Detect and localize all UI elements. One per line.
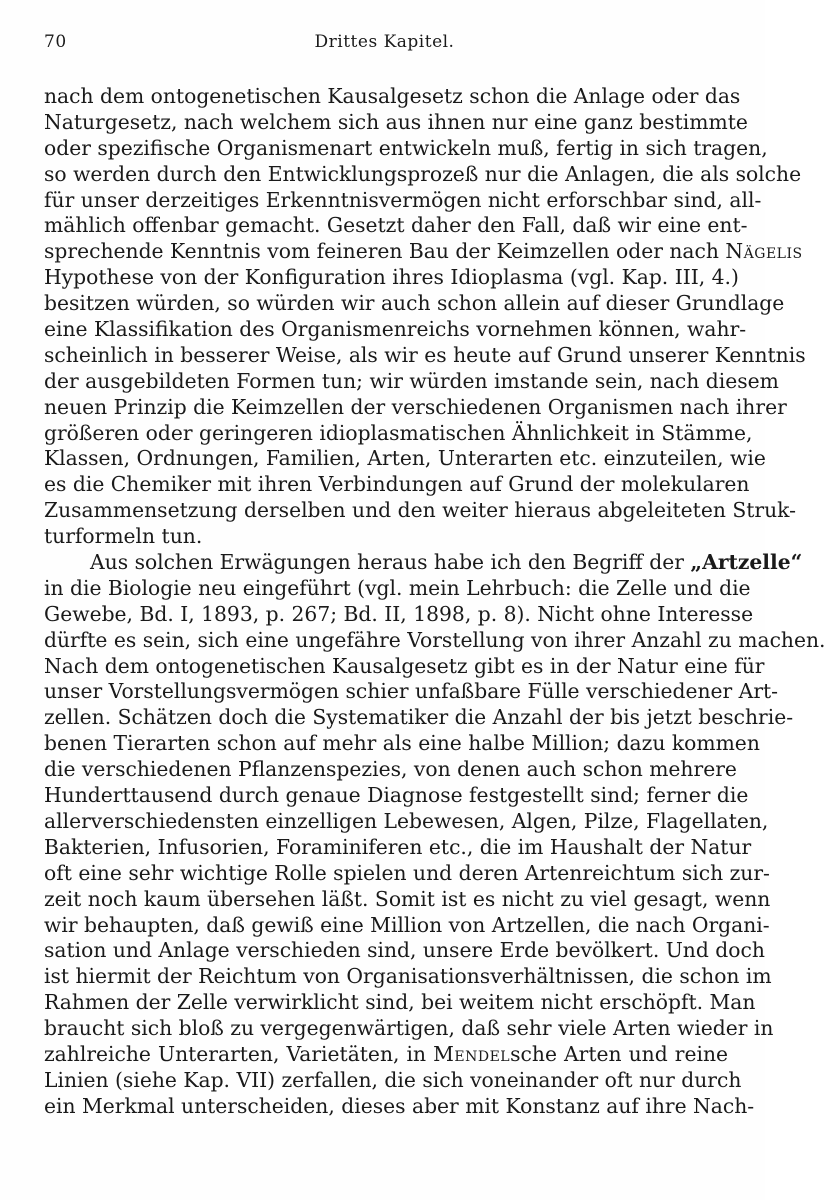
text-line: oft eine sehr wichtige Rolle spielen und deren Artenreichtum sich zur- [44,860,770,885]
text-line: scheinlich in besserer Weise, als wir es heute auf Grund unserer Kenntnis [44,342,806,367]
text-line: unser Vorstellungsvermögen schier unfaßbare Fülle verschiedener Art- [44,679,779,704]
text-line: zeit noch kaum übersehen läßt. Somit ist es nicht zu viel gesagt, wenn [44,886,771,911]
text-line: ein Merkmal unterscheiden, dieses aber mit Konstanz auf ihre Nach- [44,1093,755,1118]
text-line: die verschiedenen Pflanzenspezies, von denen auch schon mehrere [44,757,737,782]
text-line: Linien (siehe Kap. VII) zerfallen, die sich voneinander oft nur durch [44,1067,742,1092]
text-line: oder spezifische Organismenart entwickeln muß, fertig in sich tragen, [44,135,768,160]
text-line: sation und Anlage verschieden sind, unsere Erde bevölkert. Und doch [44,938,765,963]
text-line: besitzen würden, so würden wir auch schon allein auf dieser Grundlage [44,291,785,316]
text-line: für unser derzeitiges Erkenntnisvermögen nicht erforschbar sind, all- [44,187,762,212]
text-line: allerverschiedensten einzelligen Lebewesen, Algen, Pilze, Flagellaten, [44,808,769,833]
text-line: Aus solchen Erwägungen heraus habe ich den Begriff der „Artzelle“ [90,550,803,575]
text-line: so werden durch den Entwicklungsprozeß nur die Anlagen, die als solche [44,161,802,186]
text-line: turformeln tun. [44,524,203,549]
text-line: Rahmen der Zelle verwirklicht sind, bei weitem nicht erschöpft. Man [44,990,756,1015]
page-number: 70 [44,32,67,52]
text-line: Gewebe, Bd. I, 1893, p. 267; Bd. II, 1898, p. 8). Nicht ohne Interesse [44,601,754,626]
text-line: sprechende Kenntnis vom feineren Bau der Keimzellen oder nach Nägelis [44,239,803,264]
text-line: Bakterien, Infusorien, Foraminiferen etc., die im Haushalt der Natur [44,834,752,859]
text-line: dürfte es sein, sich eine ungefähre Vorstellung von ihrer Anzahl zu machen. [44,627,826,652]
body-text [44,84,826,1120]
author-name-naegeli: Nägelis [725,239,803,264]
term-artzelle: „Artzelle“ [690,550,803,575]
text-line: es die Chemiker mit ihren Verbindungen auf Grund der molekularen [44,472,750,497]
text-line: größeren oder geringeren idioplasmatischen Ähnlichkeit in Stämme, [44,420,753,445]
text-line: Zusammensetzung derselben und den weiter hieraus abgeleiteten Struk- [44,498,796,523]
page-header [44,32,725,60]
text-line: wir behaupten, daß gewiß eine Million von Artzellen, die nach Organi- [44,912,770,937]
text-line: braucht sich bloß zu vergegenwärtigen, daß sehr viele Arten wieder in [44,1016,774,1041]
author-name-mendel: Mendel [433,1041,511,1066]
text-line: benen Tierarten schon auf mehr als eine halbe Million; dazu kommen [44,731,760,756]
text-line: Klassen, Ordnungen, Familien, Arten, Unterarten etc. einzuteilen, wie [44,446,766,471]
text-line: Naturgesetz, nach welchem sich aus ihnen nur eine ganz bestimmte [44,109,748,134]
text-line: mählich offenbar gemacht. Gesetzt daher den Fall, daß wir eine ent- [44,213,748,238]
text-line: Hypothese von der Konfiguration ihres Idioplasma (vgl. Kap. III, 4.) [44,265,739,290]
text-line: Hunderttausend durch genaue Diagnose festgestellt sind; ferner die [44,783,749,808]
text-line: zahlreiche Unterarten, Varietäten, in Mendelsche Arten und reine [44,1041,729,1066]
text-line: eine Klassifikation des Organismenreichs vornehmen können, wahr- [44,317,747,342]
text-line: zellen. Schätzen doch die Systematiker die Anzahl der bis jetzt beschrie- [44,705,794,730]
running-head: Drittes Kapitel. [314,32,455,52]
text-line: der ausgebildeten Formen tun; wir würden imstande sein, nach diesem [44,368,779,393]
text-line: ist hiermit der Reichtum von Organisationsverhältnissen, die schon im [44,964,772,989]
text-line: nach dem ontogenetischen Kausalgesetz schon die Anlage oder das [44,84,741,108]
text-line: neuen Prinzip die Keimzellen der verschiedenen Organismen nach ihrer [44,394,787,419]
text-line: Nach dem ontogenetischen Kausalgesetz gibt es in der Natur eine für [44,653,765,678]
text-line: in die Biologie neu eingeführt (vgl. mein Lehrbuch: die Zelle und die [44,575,751,600]
